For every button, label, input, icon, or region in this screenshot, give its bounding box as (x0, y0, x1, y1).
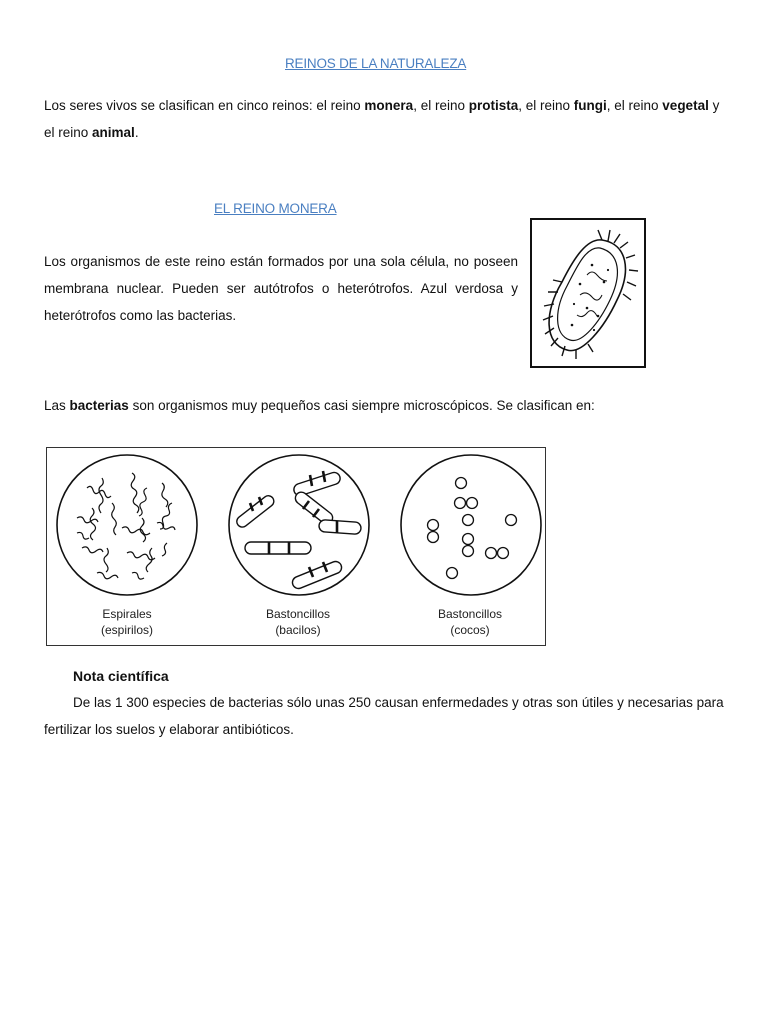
keyword-bacterias: bacterias (69, 398, 129, 413)
intro-text-4: , el reino (606, 98, 663, 113)
bacteria-text-2: son organismos muy pequeños casi siempre microscópicos. Se clasifican en: (128, 398, 595, 413)
caption-cocci-line1: Bastoncillos (437, 607, 503, 621)
keyword-animal: animal (92, 125, 135, 140)
intro-text-1: Los seres vivos se clasifican en cinco reinos: el reino (44, 98, 365, 113)
bacteria-text-1: Las (44, 398, 70, 413)
note-heading: Nota científica (73, 668, 169, 684)
caption-cocci (395, 606, 545, 638)
cocci-circle (401, 455, 541, 595)
bacterium-cell-illustration (532, 220, 644, 366)
caption-spirilla (52, 606, 202, 638)
bacteria-paragraph (44, 392, 724, 419)
bacteria-types-figure (46, 447, 546, 646)
note-paragraph: De las 1 300 especies de bacterias sólo unas 250 causan enfermedades y otras son útiles y necesarias para fertilizar los suelos y elaborar antibióticos. (44, 695, 724, 737)
bacilli-circle (229, 455, 369, 595)
spirilla-circle (57, 455, 197, 595)
caption-cocci-line2: (cocos) (450, 623, 490, 637)
intro-text-6: . (134, 125, 139, 140)
intro-text-2: , el reino (413, 98, 469, 113)
intro-text-3: , el reino (518, 98, 574, 113)
caption-spirilla-line1: Espirales (102, 607, 152, 621)
caption-spirilla-line2: (espirilos) (100, 623, 153, 637)
caption-bacilli-line2: (bacilos) (275, 623, 321, 637)
caption-bacilli-line1: Bastoncillos (265, 607, 331, 621)
monera-paragraph: Los organismos de este reino están formados por una sola célula, no poseen membrana nuclear. Pueden ser autótrofos o heterótrofos. Azul verdosa y heterótrofos como las bacterias. (44, 254, 518, 323)
page-title[interactable]: REINOS DE LA NATURALEZA (285, 56, 467, 71)
section-title-monera[interactable]: EL REINO MONERA (214, 201, 337, 216)
intro-text-5: y el reino (44, 98, 720, 140)
keyword-vegetal: vegetal (662, 98, 709, 113)
intro-paragraph (44, 92, 724, 146)
keyword-monera: monera (364, 98, 414, 113)
bacterium-cell-figure (530, 218, 646, 368)
keyword-protista: protista (468, 98, 519, 113)
keyword-fungi: fungi (573, 98, 607, 113)
caption-bacilli (223, 606, 373, 638)
